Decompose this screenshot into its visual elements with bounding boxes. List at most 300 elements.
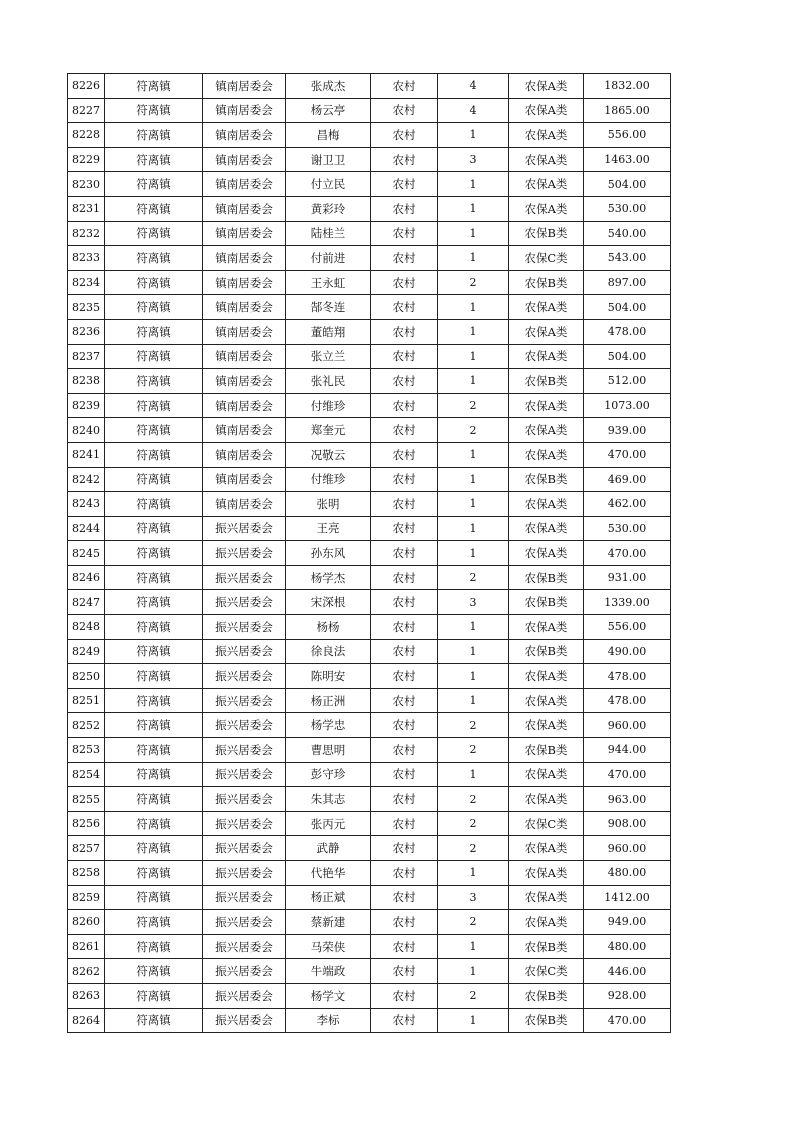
committee-cell: 振兴居委会 <box>203 836 286 861</box>
household-type-cell: 农村 <box>371 442 438 467</box>
insurance-category-cell: 农保B类 <box>509 738 584 763</box>
member-count-cell: 2 <box>438 983 509 1008</box>
table-row <box>68 147 671 172</box>
record-id-cell: 8257 <box>68 836 105 861</box>
person-name-cell: 武静 <box>286 836 371 861</box>
town-cell: 符离镇 <box>105 811 203 836</box>
member-count-cell: 1 <box>438 246 509 271</box>
table-row <box>68 1008 671 1033</box>
insurance-category-cell: 农保B类 <box>509 934 584 959</box>
insurance-category-cell: 农保A类 <box>509 516 584 541</box>
member-count-cell: 2 <box>438 270 509 295</box>
record-id-cell: 8253 <box>68 738 105 763</box>
record-id-cell: 8232 <box>68 221 105 246</box>
insurance-category-cell: 农保A类 <box>509 910 584 935</box>
household-type-cell: 农村 <box>371 172 438 197</box>
person-name-cell: 谢卫卫 <box>286 147 371 172</box>
household-type-cell: 农村 <box>371 738 438 763</box>
committee-cell: 镇南居委会 <box>203 393 286 418</box>
household-type-cell: 农村 <box>371 123 438 148</box>
town-cell: 符离镇 <box>105 221 203 246</box>
record-id-cell: 8260 <box>68 910 105 935</box>
record-id-cell: 8258 <box>68 861 105 886</box>
town-cell: 符离镇 <box>105 959 203 984</box>
committee-cell: 镇南居委会 <box>203 246 286 271</box>
record-id-cell: 8227 <box>68 98 105 123</box>
person-name-cell: 张明 <box>286 492 371 517</box>
person-name-cell: 李标 <box>286 1008 371 1033</box>
household-type-cell: 农村 <box>371 811 438 836</box>
amount-cell: 543.00 <box>584 246 671 271</box>
insurance-category-cell: 农保A类 <box>509 98 584 123</box>
amount-cell: 490.00 <box>584 639 671 664</box>
table-row <box>68 664 671 689</box>
committee-cell: 镇南居委会 <box>203 74 286 99</box>
member-count-cell: 3 <box>438 885 509 910</box>
committee-cell: 镇南居委会 <box>203 492 286 517</box>
household-type-cell: 农村 <box>371 196 438 221</box>
insurance-category-cell: 农保A类 <box>509 664 584 689</box>
committee-cell: 镇南居委会 <box>203 98 286 123</box>
member-count-cell: 2 <box>438 811 509 836</box>
record-id-cell: 8230 <box>68 172 105 197</box>
committee-cell: 镇南居委会 <box>203 147 286 172</box>
household-type-cell: 农村 <box>371 541 438 566</box>
record-id-cell: 8229 <box>68 147 105 172</box>
amount-cell: 478.00 <box>584 664 671 689</box>
town-cell: 符离镇 <box>105 934 203 959</box>
household-type-cell: 农村 <box>371 713 438 738</box>
member-count-cell: 1 <box>438 541 509 566</box>
committee-cell: 振兴居委会 <box>203 787 286 812</box>
insurance-category-cell: 农保B类 <box>509 1008 584 1033</box>
amount-cell: 504.00 <box>584 295 671 320</box>
person-name-cell: 马荣侠 <box>286 934 371 959</box>
committee-cell: 振兴居委会 <box>203 688 286 713</box>
person-name-cell: 杨云亭 <box>286 98 371 123</box>
person-name-cell: 曹思明 <box>286 738 371 763</box>
person-name-cell: 董皓翔 <box>286 319 371 344</box>
record-id-cell: 8252 <box>68 713 105 738</box>
member-count-cell: 2 <box>438 418 509 443</box>
person-name-cell: 彭守珍 <box>286 762 371 787</box>
person-name-cell: 况敬云 <box>286 442 371 467</box>
table-row <box>68 221 671 246</box>
insurance-category-cell: 农保A类 <box>509 688 584 713</box>
table-row <box>68 516 671 541</box>
table-row <box>68 393 671 418</box>
person-name-cell: 黄彩玲 <box>286 196 371 221</box>
committee-cell: 镇南居委会 <box>203 344 286 369</box>
table-row <box>68 934 671 959</box>
person-name-cell: 张成杰 <box>286 74 371 99</box>
town-cell: 符离镇 <box>105 442 203 467</box>
amount-cell: 480.00 <box>584 934 671 959</box>
insurance-category-cell: 农保B类 <box>509 565 584 590</box>
amount-cell: 1463.00 <box>584 147 671 172</box>
table-row <box>68 442 671 467</box>
member-count-cell: 1 <box>438 344 509 369</box>
person-name-cell: 王亮 <box>286 516 371 541</box>
insurance-category-cell: 农保A类 <box>509 344 584 369</box>
committee-cell: 振兴居委会 <box>203 959 286 984</box>
record-id-cell: 8233 <box>68 246 105 271</box>
member-count-cell: 1 <box>438 442 509 467</box>
town-cell: 符离镇 <box>105 541 203 566</box>
table-row <box>68 98 671 123</box>
table-row <box>68 590 671 615</box>
amount-cell: 556.00 <box>584 123 671 148</box>
amount-cell: 470.00 <box>584 762 671 787</box>
household-type-cell: 农村 <box>371 393 438 418</box>
record-id-cell: 8246 <box>68 565 105 590</box>
amount-cell: 1073.00 <box>584 393 671 418</box>
record-id-cell: 8243 <box>68 492 105 517</box>
committee-cell: 镇南居委会 <box>203 172 286 197</box>
person-name-cell: 张立兰 <box>286 344 371 369</box>
table-row <box>68 762 671 787</box>
town-cell: 符离镇 <box>105 885 203 910</box>
person-name-cell: 付前进 <box>286 246 371 271</box>
member-count-cell: 1 <box>438 492 509 517</box>
committee-cell: 振兴居委会 <box>203 885 286 910</box>
table-row <box>68 369 671 394</box>
person-name-cell: 牛端政 <box>286 959 371 984</box>
committee-cell: 镇南居委会 <box>203 123 286 148</box>
record-id-cell: 8259 <box>68 885 105 910</box>
table-row <box>68 983 671 1008</box>
insurance-category-cell: 农保B类 <box>509 590 584 615</box>
household-type-cell: 农村 <box>371 319 438 344</box>
table-row <box>68 418 671 443</box>
household-type-cell: 农村 <box>371 147 438 172</box>
record-id-cell: 8238 <box>68 369 105 394</box>
committee-cell: 振兴居委会 <box>203 762 286 787</box>
committee-cell: 振兴居委会 <box>203 738 286 763</box>
insurance-category-cell: 农保B类 <box>509 983 584 1008</box>
town-cell: 符离镇 <box>105 172 203 197</box>
insurance-category-cell: 农保A类 <box>509 172 584 197</box>
household-type-cell: 农村 <box>371 688 438 713</box>
town-cell: 符离镇 <box>105 590 203 615</box>
member-count-cell: 2 <box>438 713 509 738</box>
town-cell: 符离镇 <box>105 74 203 99</box>
insurance-category-cell: 农保A类 <box>509 74 584 99</box>
town-cell: 符离镇 <box>105 319 203 344</box>
person-name-cell: 杨正斌 <box>286 885 371 910</box>
record-id-cell: 8237 <box>68 344 105 369</box>
household-type-cell: 农村 <box>371 910 438 935</box>
table-row <box>68 861 671 886</box>
record-id-cell: 8234 <box>68 270 105 295</box>
person-name-cell: 付维珍 <box>286 393 371 418</box>
member-count-cell: 2 <box>438 787 509 812</box>
amount-cell: 480.00 <box>584 861 671 886</box>
insurance-category-cell: 农保A类 <box>509 147 584 172</box>
amount-cell: 939.00 <box>584 418 671 443</box>
amount-cell: 478.00 <box>584 319 671 344</box>
household-type-cell: 农村 <box>371 934 438 959</box>
person-name-cell: 蔡新建 <box>286 910 371 935</box>
household-type-cell: 农村 <box>371 762 438 787</box>
member-count-cell: 1 <box>438 934 509 959</box>
amount-cell: 897.00 <box>584 270 671 295</box>
town-cell: 符离镇 <box>105 738 203 763</box>
amount-cell: 540.00 <box>584 221 671 246</box>
household-type-cell: 农村 <box>371 861 438 886</box>
committee-cell: 镇南居委会 <box>203 319 286 344</box>
household-type-cell: 农村 <box>371 983 438 1008</box>
member-count-cell: 2 <box>438 836 509 861</box>
member-count-cell: 1 <box>438 196 509 221</box>
table-row <box>68 885 671 910</box>
household-type-cell: 农村 <box>371 836 438 861</box>
town-cell: 符离镇 <box>105 787 203 812</box>
person-name-cell: 宋深根 <box>286 590 371 615</box>
person-name-cell: 郑奎元 <box>286 418 371 443</box>
member-count-cell: 1 <box>438 319 509 344</box>
town-cell: 符离镇 <box>105 344 203 369</box>
amount-cell: 928.00 <box>584 983 671 1008</box>
amount-cell: 470.00 <box>584 541 671 566</box>
committee-cell: 镇南居委会 <box>203 467 286 492</box>
insurance-category-cell: 农保B类 <box>509 270 584 295</box>
town-cell: 符离镇 <box>105 369 203 394</box>
member-count-cell: 2 <box>438 393 509 418</box>
record-id-cell: 8240 <box>68 418 105 443</box>
town-cell: 符离镇 <box>105 147 203 172</box>
town-cell: 符离镇 <box>105 983 203 1008</box>
table-row <box>68 811 671 836</box>
member-count-cell: 3 <box>438 590 509 615</box>
record-id-cell: 8247 <box>68 590 105 615</box>
record-id-cell: 8231 <box>68 196 105 221</box>
table-row <box>68 836 671 861</box>
amount-cell: 960.00 <box>584 836 671 861</box>
amount-cell: 1865.00 <box>584 98 671 123</box>
amount-cell: 931.00 <box>584 565 671 590</box>
committee-cell: 镇南居委会 <box>203 295 286 320</box>
household-type-cell: 农村 <box>371 74 438 99</box>
household-type-cell: 农村 <box>371 221 438 246</box>
table-row <box>68 565 671 590</box>
table-row <box>68 910 671 935</box>
member-count-cell: 4 <box>438 98 509 123</box>
member-count-cell: 1 <box>438 369 509 394</box>
table-body <box>68 74 671 1033</box>
household-type-cell: 农村 <box>371 492 438 517</box>
amount-cell: 462.00 <box>584 492 671 517</box>
town-cell: 符离镇 <box>105 639 203 664</box>
record-id-cell: 8249 <box>68 639 105 664</box>
town-cell: 符离镇 <box>105 393 203 418</box>
member-count-cell: 1 <box>438 1008 509 1033</box>
person-name-cell: 杨杨 <box>286 615 371 640</box>
member-count-cell: 1 <box>438 516 509 541</box>
town-cell: 符离镇 <box>105 295 203 320</box>
table-row <box>68 319 671 344</box>
amount-cell: 963.00 <box>584 787 671 812</box>
household-type-cell: 农村 <box>371 885 438 910</box>
town-cell: 符离镇 <box>105 492 203 517</box>
record-id-cell: 8226 <box>68 74 105 99</box>
committee-cell: 镇南居委会 <box>203 418 286 443</box>
committee-cell: 振兴居委会 <box>203 639 286 664</box>
table-row <box>68 738 671 763</box>
household-type-cell: 农村 <box>371 246 438 271</box>
town-cell: 符离镇 <box>105 516 203 541</box>
record-id-cell: 8248 <box>68 615 105 640</box>
town-cell: 符离镇 <box>105 836 203 861</box>
amount-cell: 470.00 <box>584 1008 671 1033</box>
insurance-category-cell: 农保A类 <box>509 319 584 344</box>
household-type-cell: 农村 <box>371 787 438 812</box>
table-row <box>68 688 671 713</box>
member-count-cell: 1 <box>438 467 509 492</box>
insurance-category-cell: 农保C类 <box>509 246 584 271</box>
amount-cell: 530.00 <box>584 196 671 221</box>
insurance-category-cell: 农保A类 <box>509 541 584 566</box>
committee-cell: 振兴居委会 <box>203 615 286 640</box>
amount-cell: 1412.00 <box>584 885 671 910</box>
committee-cell: 镇南居委会 <box>203 196 286 221</box>
member-count-cell: 1 <box>438 172 509 197</box>
amount-cell: 504.00 <box>584 172 671 197</box>
table-row <box>68 959 671 984</box>
record-id-cell: 8254 <box>68 762 105 787</box>
insurance-category-cell: 农保A类 <box>509 442 584 467</box>
amount-cell: 960.00 <box>584 713 671 738</box>
town-cell: 符离镇 <box>105 762 203 787</box>
record-id-cell: 8239 <box>68 393 105 418</box>
record-id-cell: 8261 <box>68 934 105 959</box>
insurance-category-cell: 农保A类 <box>509 885 584 910</box>
record-id-cell: 8245 <box>68 541 105 566</box>
record-id-cell: 8262 <box>68 959 105 984</box>
town-cell: 符离镇 <box>105 713 203 738</box>
record-id-cell: 8250 <box>68 664 105 689</box>
records-table <box>67 73 671 1033</box>
table-row <box>68 541 671 566</box>
insurance-category-cell: 农保B类 <box>509 467 584 492</box>
town-cell: 符离镇 <box>105 467 203 492</box>
insurance-category-cell: 农保A类 <box>509 762 584 787</box>
table-row <box>68 713 671 738</box>
town-cell: 符离镇 <box>105 565 203 590</box>
insurance-category-cell: 农保B类 <box>509 639 584 664</box>
record-id-cell: 8242 <box>68 467 105 492</box>
member-count-cell: 4 <box>438 74 509 99</box>
household-type-cell: 农村 <box>371 959 438 984</box>
insurance-category-cell: 农保A类 <box>509 836 584 861</box>
committee-cell: 镇南居委会 <box>203 221 286 246</box>
household-type-cell: 农村 <box>371 590 438 615</box>
record-id-cell: 8263 <box>68 983 105 1008</box>
member-count-cell: 2 <box>438 910 509 935</box>
town-cell: 符离镇 <box>105 1008 203 1033</box>
table-row <box>68 639 671 664</box>
household-type-cell: 农村 <box>371 344 438 369</box>
insurance-category-cell: 农保A类 <box>509 123 584 148</box>
committee-cell: 镇南居委会 <box>203 270 286 295</box>
town-cell: 符离镇 <box>105 123 203 148</box>
household-type-cell: 农村 <box>371 664 438 689</box>
household-type-cell: 农村 <box>371 295 438 320</box>
person-name-cell: 朱其志 <box>286 787 371 812</box>
member-count-cell: 1 <box>438 615 509 640</box>
table-row <box>68 74 671 99</box>
town-cell: 符离镇 <box>105 615 203 640</box>
household-type-cell: 农村 <box>371 418 438 443</box>
amount-cell: 530.00 <box>584 516 671 541</box>
amount-cell: 908.00 <box>584 811 671 836</box>
committee-cell: 振兴居委会 <box>203 664 286 689</box>
person-name-cell: 付维珍 <box>286 467 371 492</box>
insurance-category-cell: 农保A类 <box>509 492 584 517</box>
person-name-cell: 陆桂兰 <box>286 221 371 246</box>
insurance-category-cell: 农保A类 <box>509 418 584 443</box>
insurance-category-cell: 农保A类 <box>509 196 584 221</box>
amount-cell: 478.00 <box>584 688 671 713</box>
committee-cell: 振兴居委会 <box>203 934 286 959</box>
person-name-cell: 杨学杰 <box>286 565 371 590</box>
town-cell: 符离镇 <box>105 246 203 271</box>
insurance-category-cell: 农保A类 <box>509 393 584 418</box>
town-cell: 符离镇 <box>105 664 203 689</box>
member-count-cell: 1 <box>438 123 509 148</box>
record-id-cell: 8244 <box>68 516 105 541</box>
table-row <box>68 123 671 148</box>
town-cell: 符离镇 <box>105 910 203 935</box>
person-name-cell: 孙东风 <box>286 541 371 566</box>
table-row <box>68 246 671 271</box>
record-id-cell: 8256 <box>68 811 105 836</box>
household-type-cell: 农村 <box>371 615 438 640</box>
amount-cell: 504.00 <box>584 344 671 369</box>
household-type-cell: 农村 <box>371 565 438 590</box>
household-type-cell: 农村 <box>371 516 438 541</box>
member-count-cell: 1 <box>438 295 509 320</box>
member-count-cell: 1 <box>438 959 509 984</box>
insurance-category-cell: 农保C类 <box>509 811 584 836</box>
table-row <box>68 492 671 517</box>
household-type-cell: 农村 <box>371 639 438 664</box>
member-count-cell: 1 <box>438 688 509 713</box>
record-id-cell: 8236 <box>68 319 105 344</box>
member-count-cell: 1 <box>438 221 509 246</box>
table-row <box>68 196 671 221</box>
record-id-cell: 8235 <box>68 295 105 320</box>
town-cell: 符离镇 <box>105 196 203 221</box>
household-type-cell: 农村 <box>371 467 438 492</box>
record-id-cell: 8255 <box>68 787 105 812</box>
household-type-cell: 农村 <box>371 369 438 394</box>
person-name-cell: 郜冬连 <box>286 295 371 320</box>
committee-cell: 振兴居委会 <box>203 590 286 615</box>
record-id-cell: 8264 <box>68 1008 105 1033</box>
person-name-cell: 杨学文 <box>286 983 371 1008</box>
amount-cell: 1832.00 <box>584 74 671 99</box>
committee-cell: 振兴居委会 <box>203 983 286 1008</box>
insurance-category-cell: 农保B类 <box>509 369 584 394</box>
person-name-cell: 杨学忠 <box>286 713 371 738</box>
committee-cell: 镇南居委会 <box>203 369 286 394</box>
committee-cell: 振兴居委会 <box>203 1008 286 1033</box>
member-count-cell: 2 <box>438 738 509 763</box>
insurance-category-cell: 农保A类 <box>509 713 584 738</box>
insurance-category-cell: 农保A类 <box>509 615 584 640</box>
town-cell: 符离镇 <box>105 688 203 713</box>
